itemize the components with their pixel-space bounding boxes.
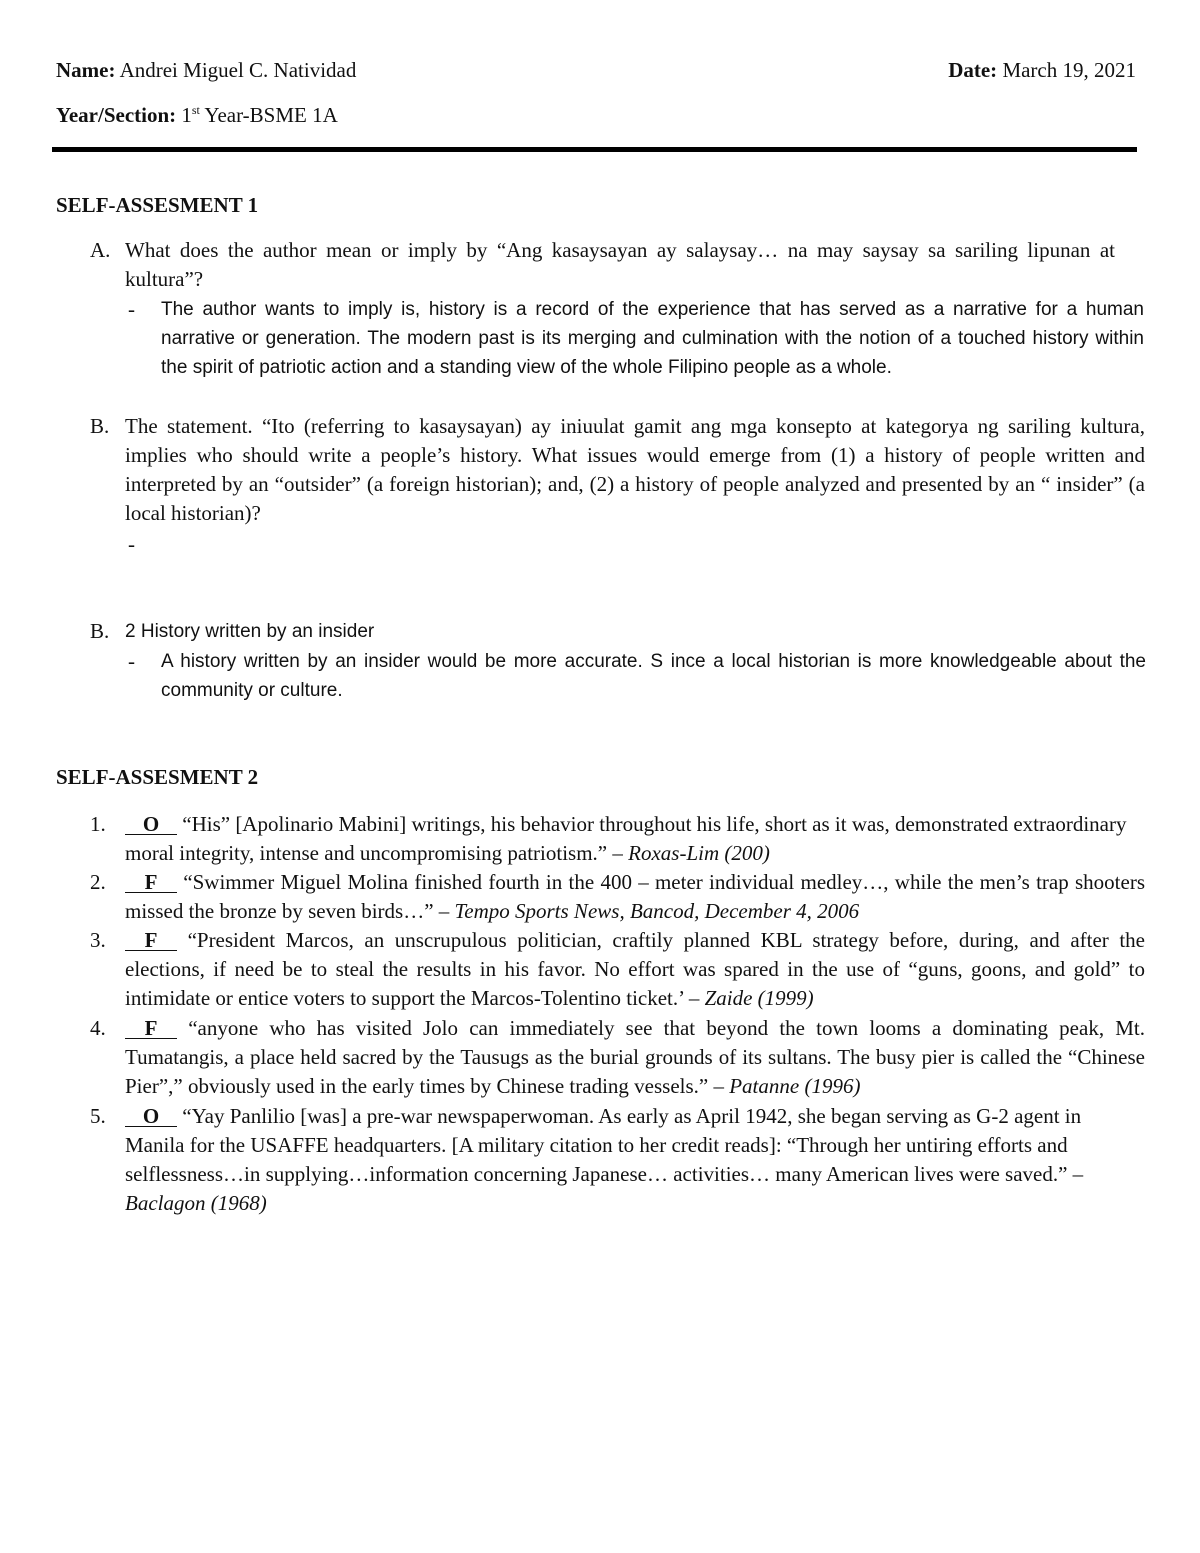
item-2-number: 2. [90, 870, 106, 894]
item-1-source: Roxas-Lim (200) [628, 841, 770, 865]
item-1-answer: O [125, 814, 177, 835]
item-4-number: 4. [90, 1016, 106, 1040]
item-2-source: Tempo Sports News, Bancod, December 4, 2006 [454, 899, 860, 923]
name-label: Name: [56, 58, 116, 82]
year-sup: st [191, 103, 200, 117]
item-5-source: Baclagon (1968) [125, 1191, 267, 1215]
answer-b2-text: A history written by an insider would be more accurate. S ince a local historian is more knowledgeable about the community or culture. [161, 651, 1146, 701]
answer-b-marker: - [128, 532, 135, 556]
item-4-answer: F [125, 1018, 177, 1039]
item-3-answer: F [125, 930, 177, 951]
header-row-2 [56, 103, 1136, 128]
item-4-text: “anyone who has visited Jolo can immediately see that beyond the town looms a dominating peak, Mt. Tumatangis, a place held sacred by the Tausugs as the burial grounds of its sultans. The busy pier is called the “Chinese Pier”,” obviously used in the early times by Chinese trading vessels.” – [125, 1016, 1146, 1098]
item-2 [125, 868, 1145, 926]
item-5 [125, 1102, 1135, 1218]
name-value: Andrei Miguel C. Natividad [119, 58, 357, 82]
date-field [948, 58, 1136, 83]
item-5-text: “Yay Panlilio [was] a pre-war newspaperwoman. As early as April 1942, she began serving as G-2 agent in Manila for the USAFFE headquarters. [A military citation to her credit reads]: “Through her untiring efforts and selflessness…in supplying…information concerning Japanese… activities… many American lives were saved.” – [125, 1104, 1084, 1186]
answer-a-marker: - [128, 297, 135, 321]
item-1-number: 1. [90, 812, 106, 836]
item-4-source: Patanne (1996) [729, 1074, 861, 1098]
name-field [56, 58, 356, 83]
section-title-2: SELF-ASSESMENT 2 [56, 765, 259, 789]
question-b2-marker: B. [90, 619, 110, 643]
year-num: 1 [181, 103, 192, 127]
question-b-marker: B. [90, 414, 110, 438]
header-row-1 [56, 58, 1136, 83]
answer-a-text: The author wants to imply is, history is a record of the experience that has served as a narrative for a human narrative or generation. The modern past is its merging and culmination with the notion of a touched history within the spirit of patriotic action and a standing view of the whole Filipino people as a whole. [161, 299, 1144, 378]
item-3 [125, 926, 1145, 1013]
question-a-text: What does the author mean or imply by “Ang kasaysayan ay salaysay… na may saysay sa sariling lipunan at kultura”? [125, 238, 1115, 291]
item-1 [125, 810, 1145, 868]
date-label: Date: [948, 58, 998, 82]
item-5-answer: O [125, 1106, 177, 1127]
year-section-field [56, 103, 338, 128]
item-2-answer: F [125, 872, 177, 893]
header-divider [52, 147, 1137, 152]
date-value: March 19, 2021 [1002, 58, 1136, 82]
item-3-number: 3. [90, 928, 106, 952]
item-4 [125, 1014, 1145, 1101]
year-rest: Year-BSME 1A [199, 103, 338, 127]
item-3-text: “President Marcos, an unscrupulous politician, craftily planned KBL strategy before, during, and after the elections, if need be to steal the results in his favor. No effort was spared in the use of “guns, goons, and gold” to intimidate or entice voters to support the Marcos-Tolentino ticket.’ – [125, 928, 1145, 1010]
section-title-1: SELF-ASSESMENT 1 [56, 193, 259, 217]
answer-b2-marker: - [128, 649, 135, 673]
year-label: Year/Section: [56, 103, 177, 127]
item-2-text: “Swimmer Miguel Molina finished fourth in the 400 – meter individual medley…, while the men’s trap shooters missed the bronze by seven birds…” – [125, 870, 1146, 923]
item-5-number: 5. [90, 1104, 106, 1128]
question-b2-text: 2 History written by an insider [125, 621, 375, 642]
question-b-text: The statement. “Ito (referring to kasaysayan) ay iniuulat gamit ang mga konsepto at kategorya ng sariling kultura, implies who should write a people’s history. What issues would emerge from (1) a history of people written and interpreted by an “outsider” (a foreign historian); and, (2) a history of people analyzed and presented by an “ insider” (a local historian)? [125, 414, 1145, 525]
question-a-marker: A. [90, 238, 111, 262]
item-3-source: Zaide (1999) [704, 986, 814, 1010]
item-1-text: “His” [Apolinario Mabini] writings, his behavior throughout his life, short as it was, demonstrated extraordinary moral integrity, intense and uncompromising patriotism.” – [125, 812, 1127, 865]
